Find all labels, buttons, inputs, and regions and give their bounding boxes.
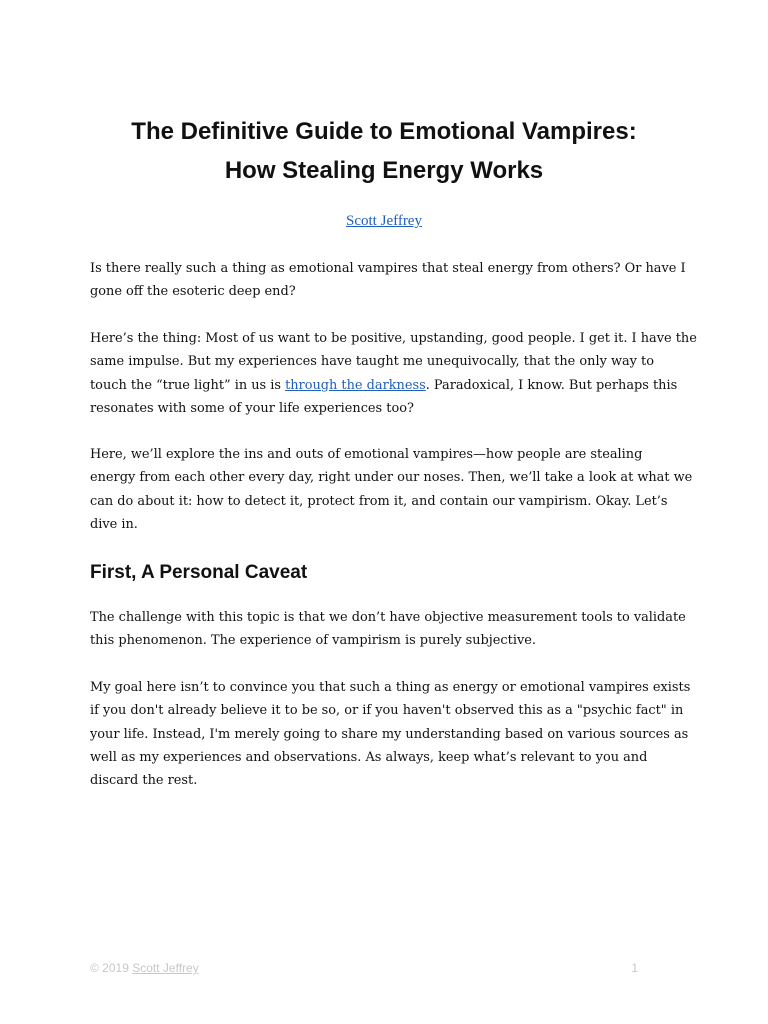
text-line: this phenomenon. The experience of vampirism is purely subjective. bbox=[90, 633, 536, 649]
paragraph-challenge bbox=[90, 606, 690, 653]
text-line: Is there really such a thing as emotional vampires that steal energy from others? Or have I bbox=[90, 261, 686, 276]
paragraph-explore bbox=[90, 443, 693, 536]
text-line: gone off the esoteric deep end? bbox=[90, 284, 296, 300]
text-line: The challenge with this topic is that we don’t have objective measurement tools to validate bbox=[90, 610, 686, 625]
title-line-2: How Stealing Energy Works bbox=[224, 157, 544, 184]
text-run: touch the “true light” in us is bbox=[90, 377, 286, 393]
page-number: 1 bbox=[631, 961, 638, 975]
through-the-darkness-link[interactable]: through the darkness bbox=[285, 377, 426, 393]
text-line: well as my experiences and observations. As always, keep what’s relevant to you and bbox=[90, 749, 648, 765]
copyright-text: © 2019 bbox=[90, 961, 133, 975]
text-line: your life. Instead, I'm merely going to share my understanding based on various sources as bbox=[90, 726, 689, 742]
paragraph-goal bbox=[90, 676, 690, 792]
author-link[interactable]: Scott Jeffrey bbox=[346, 213, 422, 229]
text-line: if you don't already believe it to be so, or if you haven't observed this as a "psychic fact" in bbox=[90, 703, 684, 719]
text-line: same impulse. But my experiences have taught me unequivocally, that the only way to bbox=[90, 354, 654, 370]
footer-author-link[interactable]: Scott Jeffrey bbox=[132, 961, 199, 975]
author-byline bbox=[90, 209, 678, 233]
text-line: energy from each other every day, right under our noses. Then, we’ll take a look at what we bbox=[90, 470, 693, 486]
section-heading: First, A Personal Caveat bbox=[90, 562, 308, 583]
page-title bbox=[90, 112, 678, 190]
text-line: resonates with some of your life experiences too? bbox=[90, 400, 414, 416]
text-line: Here, we’ll explore the ins and outs of emotional vampires—how people are stealing bbox=[90, 447, 643, 462]
text-run: . Paradoxical, I know. But perhaps this bbox=[425, 377, 678, 393]
paragraph-the-thing bbox=[90, 327, 697, 420]
paragraph-intro bbox=[90, 257, 690, 304]
text-line: My goal here isn’t to convince you that such a thing as energy or emotional vampires exists bbox=[90, 680, 691, 695]
text-line: discard the rest. bbox=[90, 773, 198, 789]
text-line: can do about it: how to detect it, protect from it, and contain our vampirism. Okay. Let’s bbox=[90, 493, 668, 509]
text-line bbox=[90, 374, 690, 397]
page-footer bbox=[90, 960, 638, 976]
text-line: dive in. bbox=[90, 516, 138, 532]
text-line: Here’s the thing: Most of us want to be positive, upstanding, good people. I get it. I have the bbox=[90, 331, 697, 346]
title-line-1: The Definitive Guide to Emotional Vampires: bbox=[131, 118, 637, 145]
